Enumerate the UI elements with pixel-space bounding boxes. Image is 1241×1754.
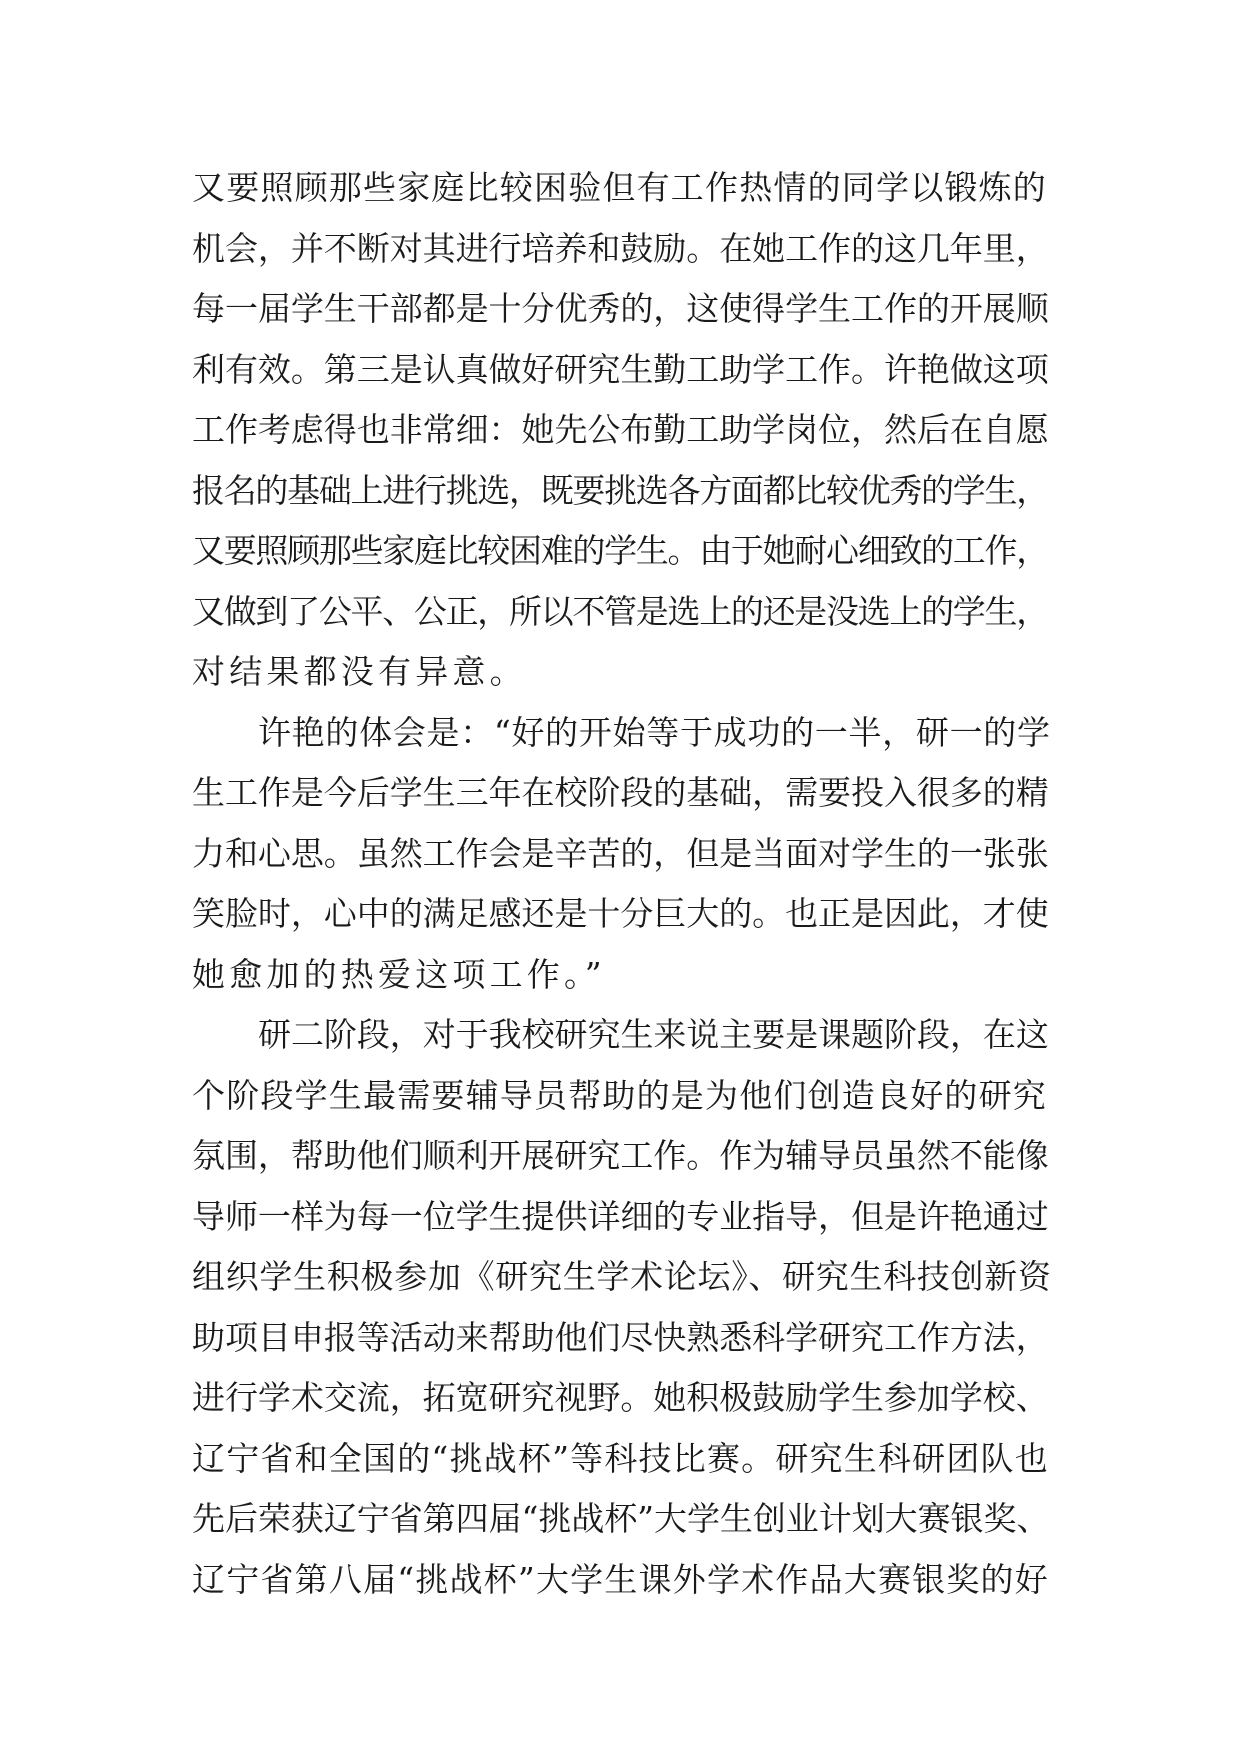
text-line: 又要照顾那些家庭比较困验但有工作热情的同学以锻炼的 bbox=[192, 168, 1047, 207]
text-line: 助项目申报等活动来帮助他们尽快熟悉科学研究工作方法， bbox=[192, 1317, 1049, 1357]
text-line: 对结果都没有异意。 bbox=[192, 652, 527, 691]
text-line: 又做到了公平、公正，所以不管是选上的还是没选上的学生， bbox=[192, 591, 1048, 631]
text-line: 先后荣获辽宁省第四届“挑战杯”大学生创业计划大赛银奖、 bbox=[192, 1499, 1050, 1538]
text-line: 机会，并不断对其进行培养和鼓励。在她工作的这几年里， bbox=[192, 228, 1049, 268]
text-line: 笑脸时，心中的满足感还是十分巨大的。也正是因此，才使 bbox=[192, 894, 1049, 933]
text-line: 进行学术交流，拓宽研究视野。她积极鼓励学生参加学校、 bbox=[192, 1378, 1049, 1417]
text-line: 力和心思。虽然工作会是辛苦的，但是当面对学生的一张张 bbox=[192, 833, 1049, 873]
text-line: 报名的基础上进行挑选，既要挑选各方面都比较优秀的学生， bbox=[192, 470, 1048, 510]
text-line: 氛围，帮助他们顺利开展研究工作。作为辅导员虽然不能像 bbox=[192, 1136, 1049, 1175]
text-line: 组织学生积极参加《研究生学术论坛》、研究生科技创新资 bbox=[192, 1257, 1052, 1296]
text-line: 导师一样为每一位学生提供详细的专业指导，但是许艳通过 bbox=[192, 1196, 1049, 1236]
text-line: 许艳的体会是：“好的开始等于成功的一半，研一的学 bbox=[258, 712, 1051, 752]
text-line: 辽宁省第八届“挑战杯”大学生课外学术作品大赛银奖的好 bbox=[192, 1559, 1049, 1599]
text-line: 辽宁省和全国的“挑战杯”等科技比赛。研究生科研团队也 bbox=[192, 1438, 1049, 1478]
text-line: 她愈加的热爱这项工作。” bbox=[192, 954, 606, 994]
text-line: 个阶段学生最需要辅导员帮助的是为他们创造良好的研究 bbox=[192, 1075, 1047, 1115]
text-line: 每一届学生干部都是十分优秀的，这使得学生工作的开展顺 bbox=[192, 289, 1049, 328]
text-line: 工作考虑得也非常细：她先公布勤工助学岗位，然后在自愿 bbox=[192, 410, 1049, 449]
body-text bbox=[192, 158, 1052, 1610]
text-line: 生工作是今后学生三年在校阶段的基础，需要投入很多的精 bbox=[192, 773, 1049, 812]
text-line: 研二阶段，对于我校研究生来说主要是课题阶段，在这 bbox=[258, 1015, 1049, 1054]
text-line: 又要照顾那些家庭比较困难的学生。由于她耐心细致的工作， bbox=[192, 531, 1048, 570]
text-line: 利有效。第三是认真做好研究生勤工助学工作。许艳做这项 bbox=[192, 349, 1049, 389]
